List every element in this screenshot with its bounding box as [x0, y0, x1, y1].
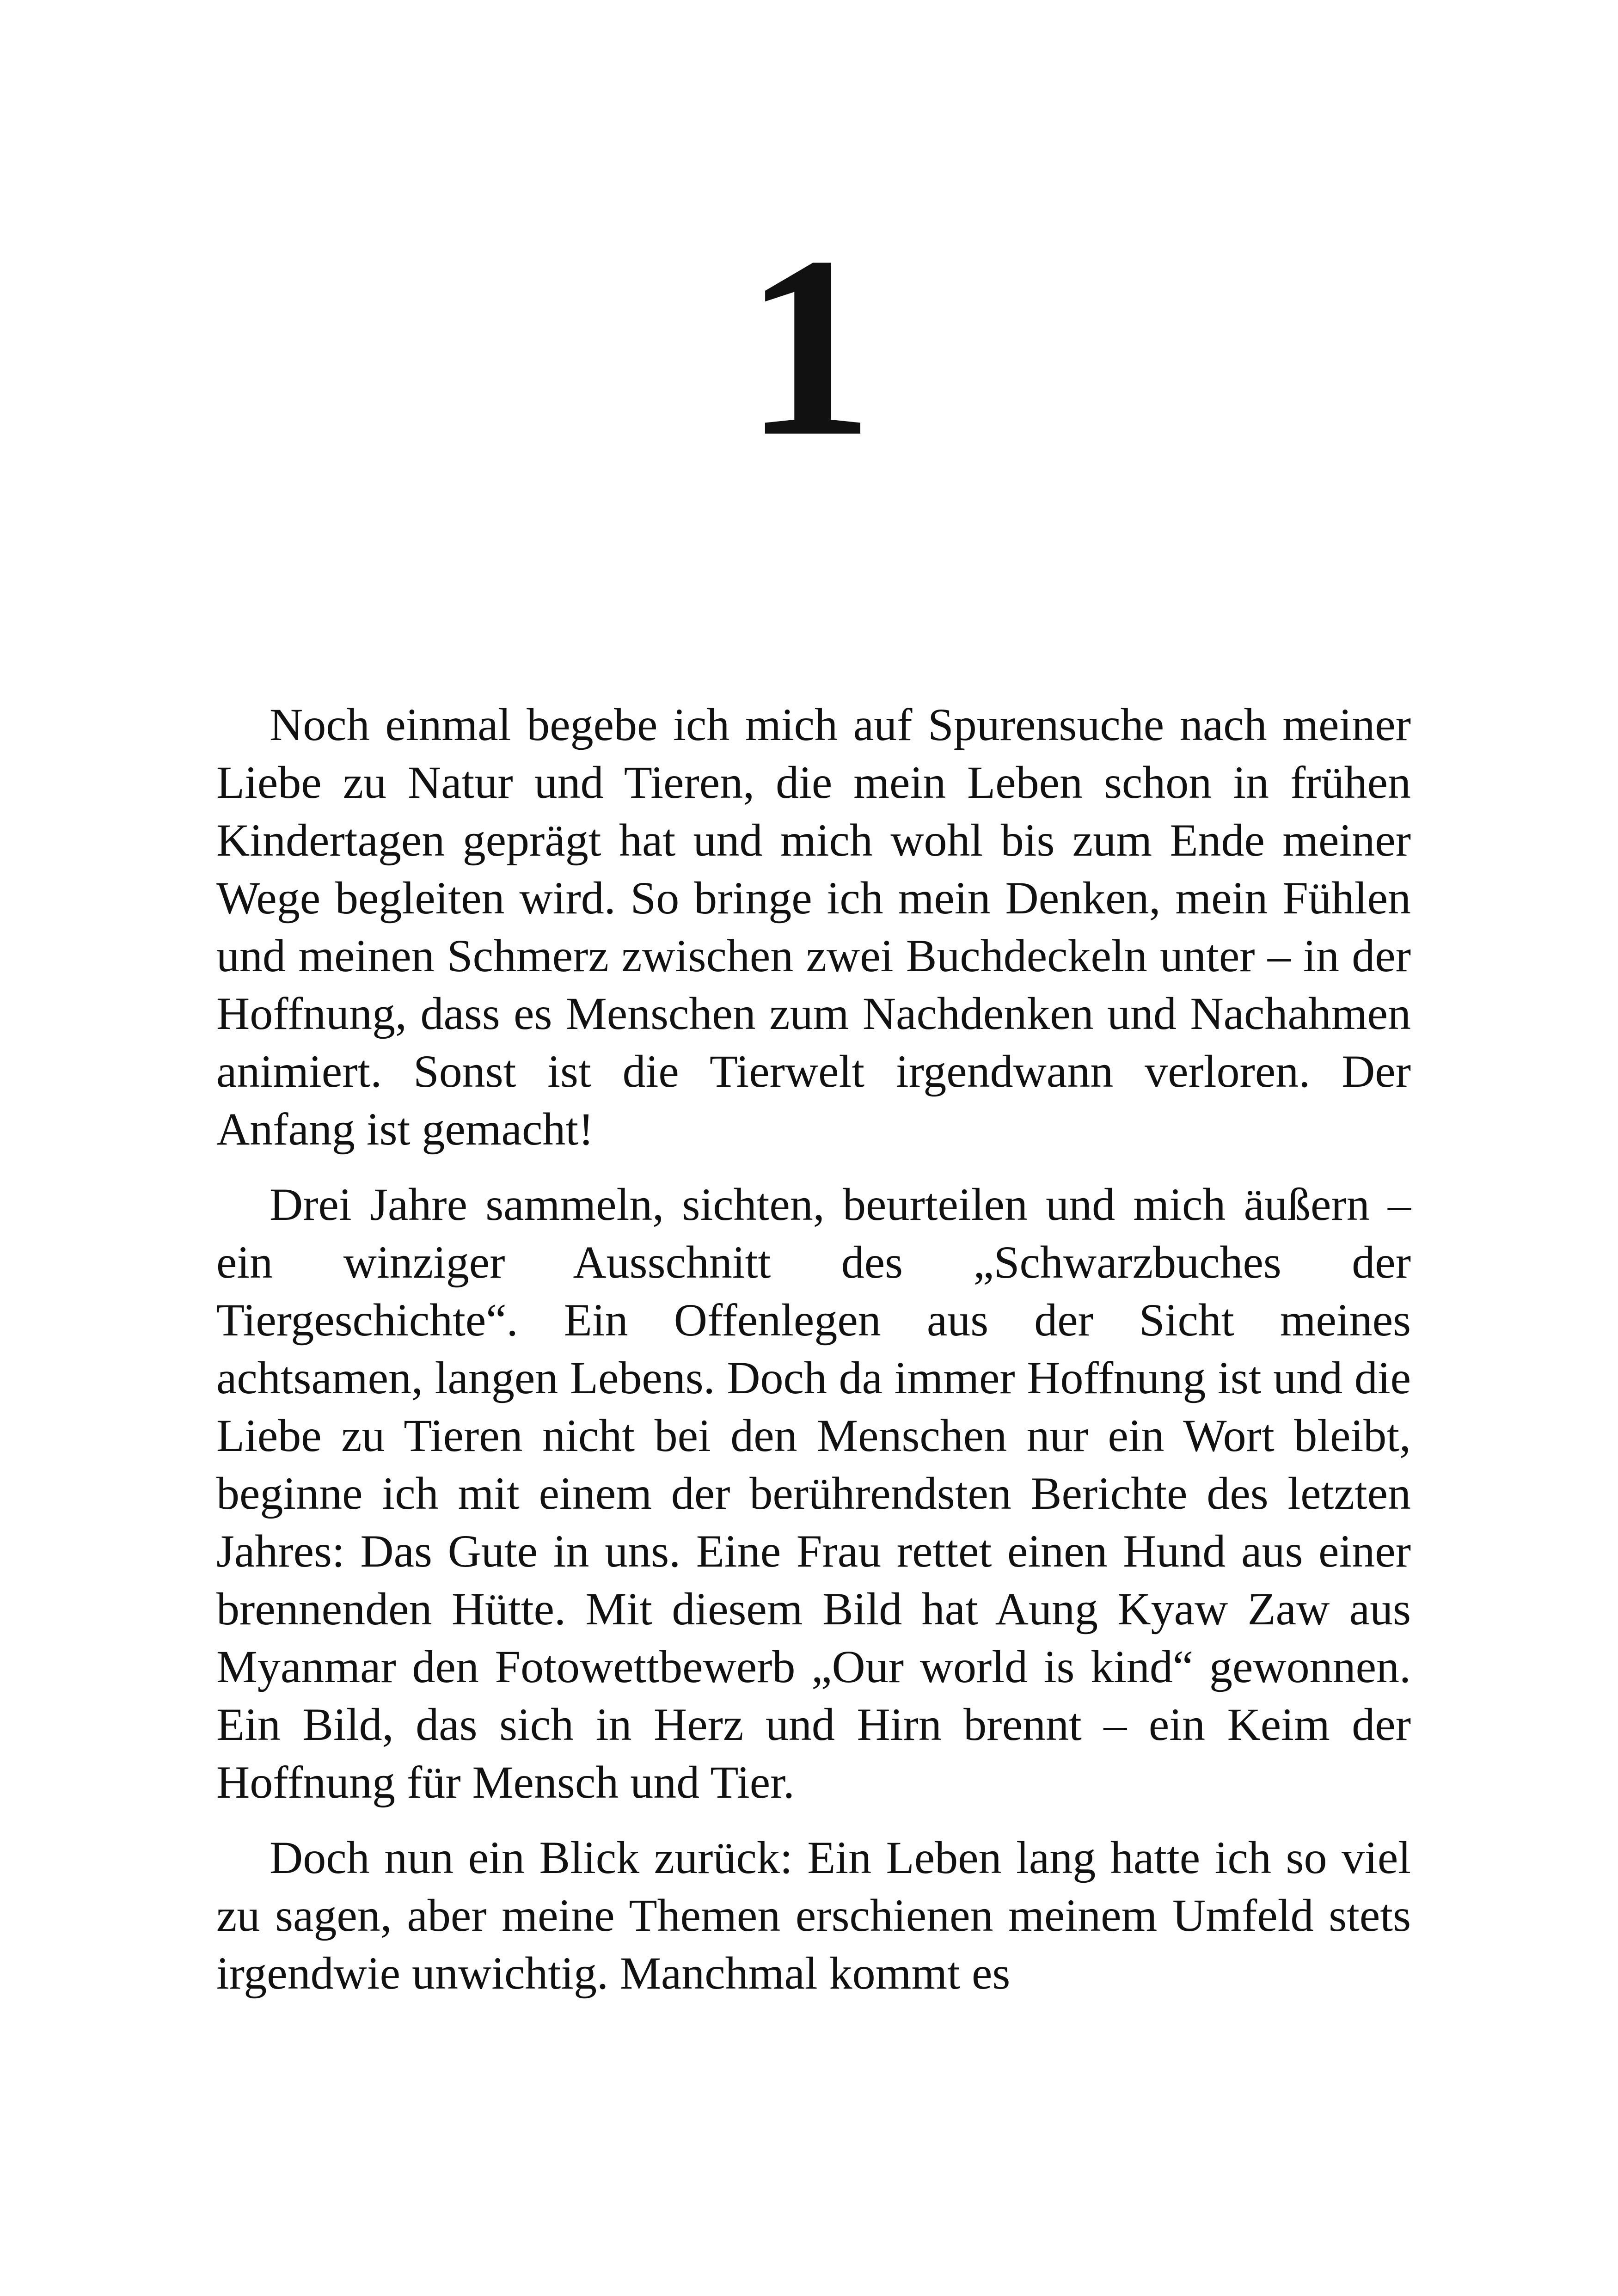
paragraph-1: Noch einmal begebe ich mich auf Spurensuche nach meiner Liebe zu Natur und Tieren, die mein Leben schon in frühen Kindertagen geprägt hat und mich wohl bis zum Ende meiner Wege begleiten wird. So bringe ich mein Denken, mein Fühlen und meinen Schmerz zwischen zwei Buchdeckeln unter – in der Hoffnung, dass es Menschen zum Nachdenken und Nachahmen animiert. Sonst ist die Tierwelt irgendwann verloren. Der Anfang ist gemacht! — [216, 699, 1411, 1155]
paragraph-2: Drei Jahre sammeln, sichten, beurteilen und mich äußern – ein winziger Ausschnitt des „Schwarzbuches der Tiergeschichte“. Ein Offenlegen aus der Sicht meines achtsamen, langen Lebens. Doch da immer Hoffnung ist und die Liebe zu Tieren nicht bei den Menschen nur ein Wort bleibt, beginne ich mit einem der berührendsten Berichte des letzten Jahres: Das Gute in uns. Eine Frau rettet einen Hund aus einer brennenden Hütte. Mit diesem Bild hat Aung Kyaw Zaw aus Myanmar den Fotowettbewerb „Our world is kind“ gewonnen. Ein Bild, das sich in Herz und Hirn brennt – ein Keim der Hoffnung für Mensch und Tier. — [216, 1179, 1411, 1808]
chapter-body-text — [216, 696, 1411, 2002]
chapter-number: 1 — [744, 203, 874, 490]
paragraph-3: Doch nun ein Blick zurück: Ein Leben lang hatte ich so viel zu sagen, aber meine Themen erschienen meinem Umfeld stets irgendwie unwichtig. Manchmal kommt es — [216, 1832, 1411, 1999]
